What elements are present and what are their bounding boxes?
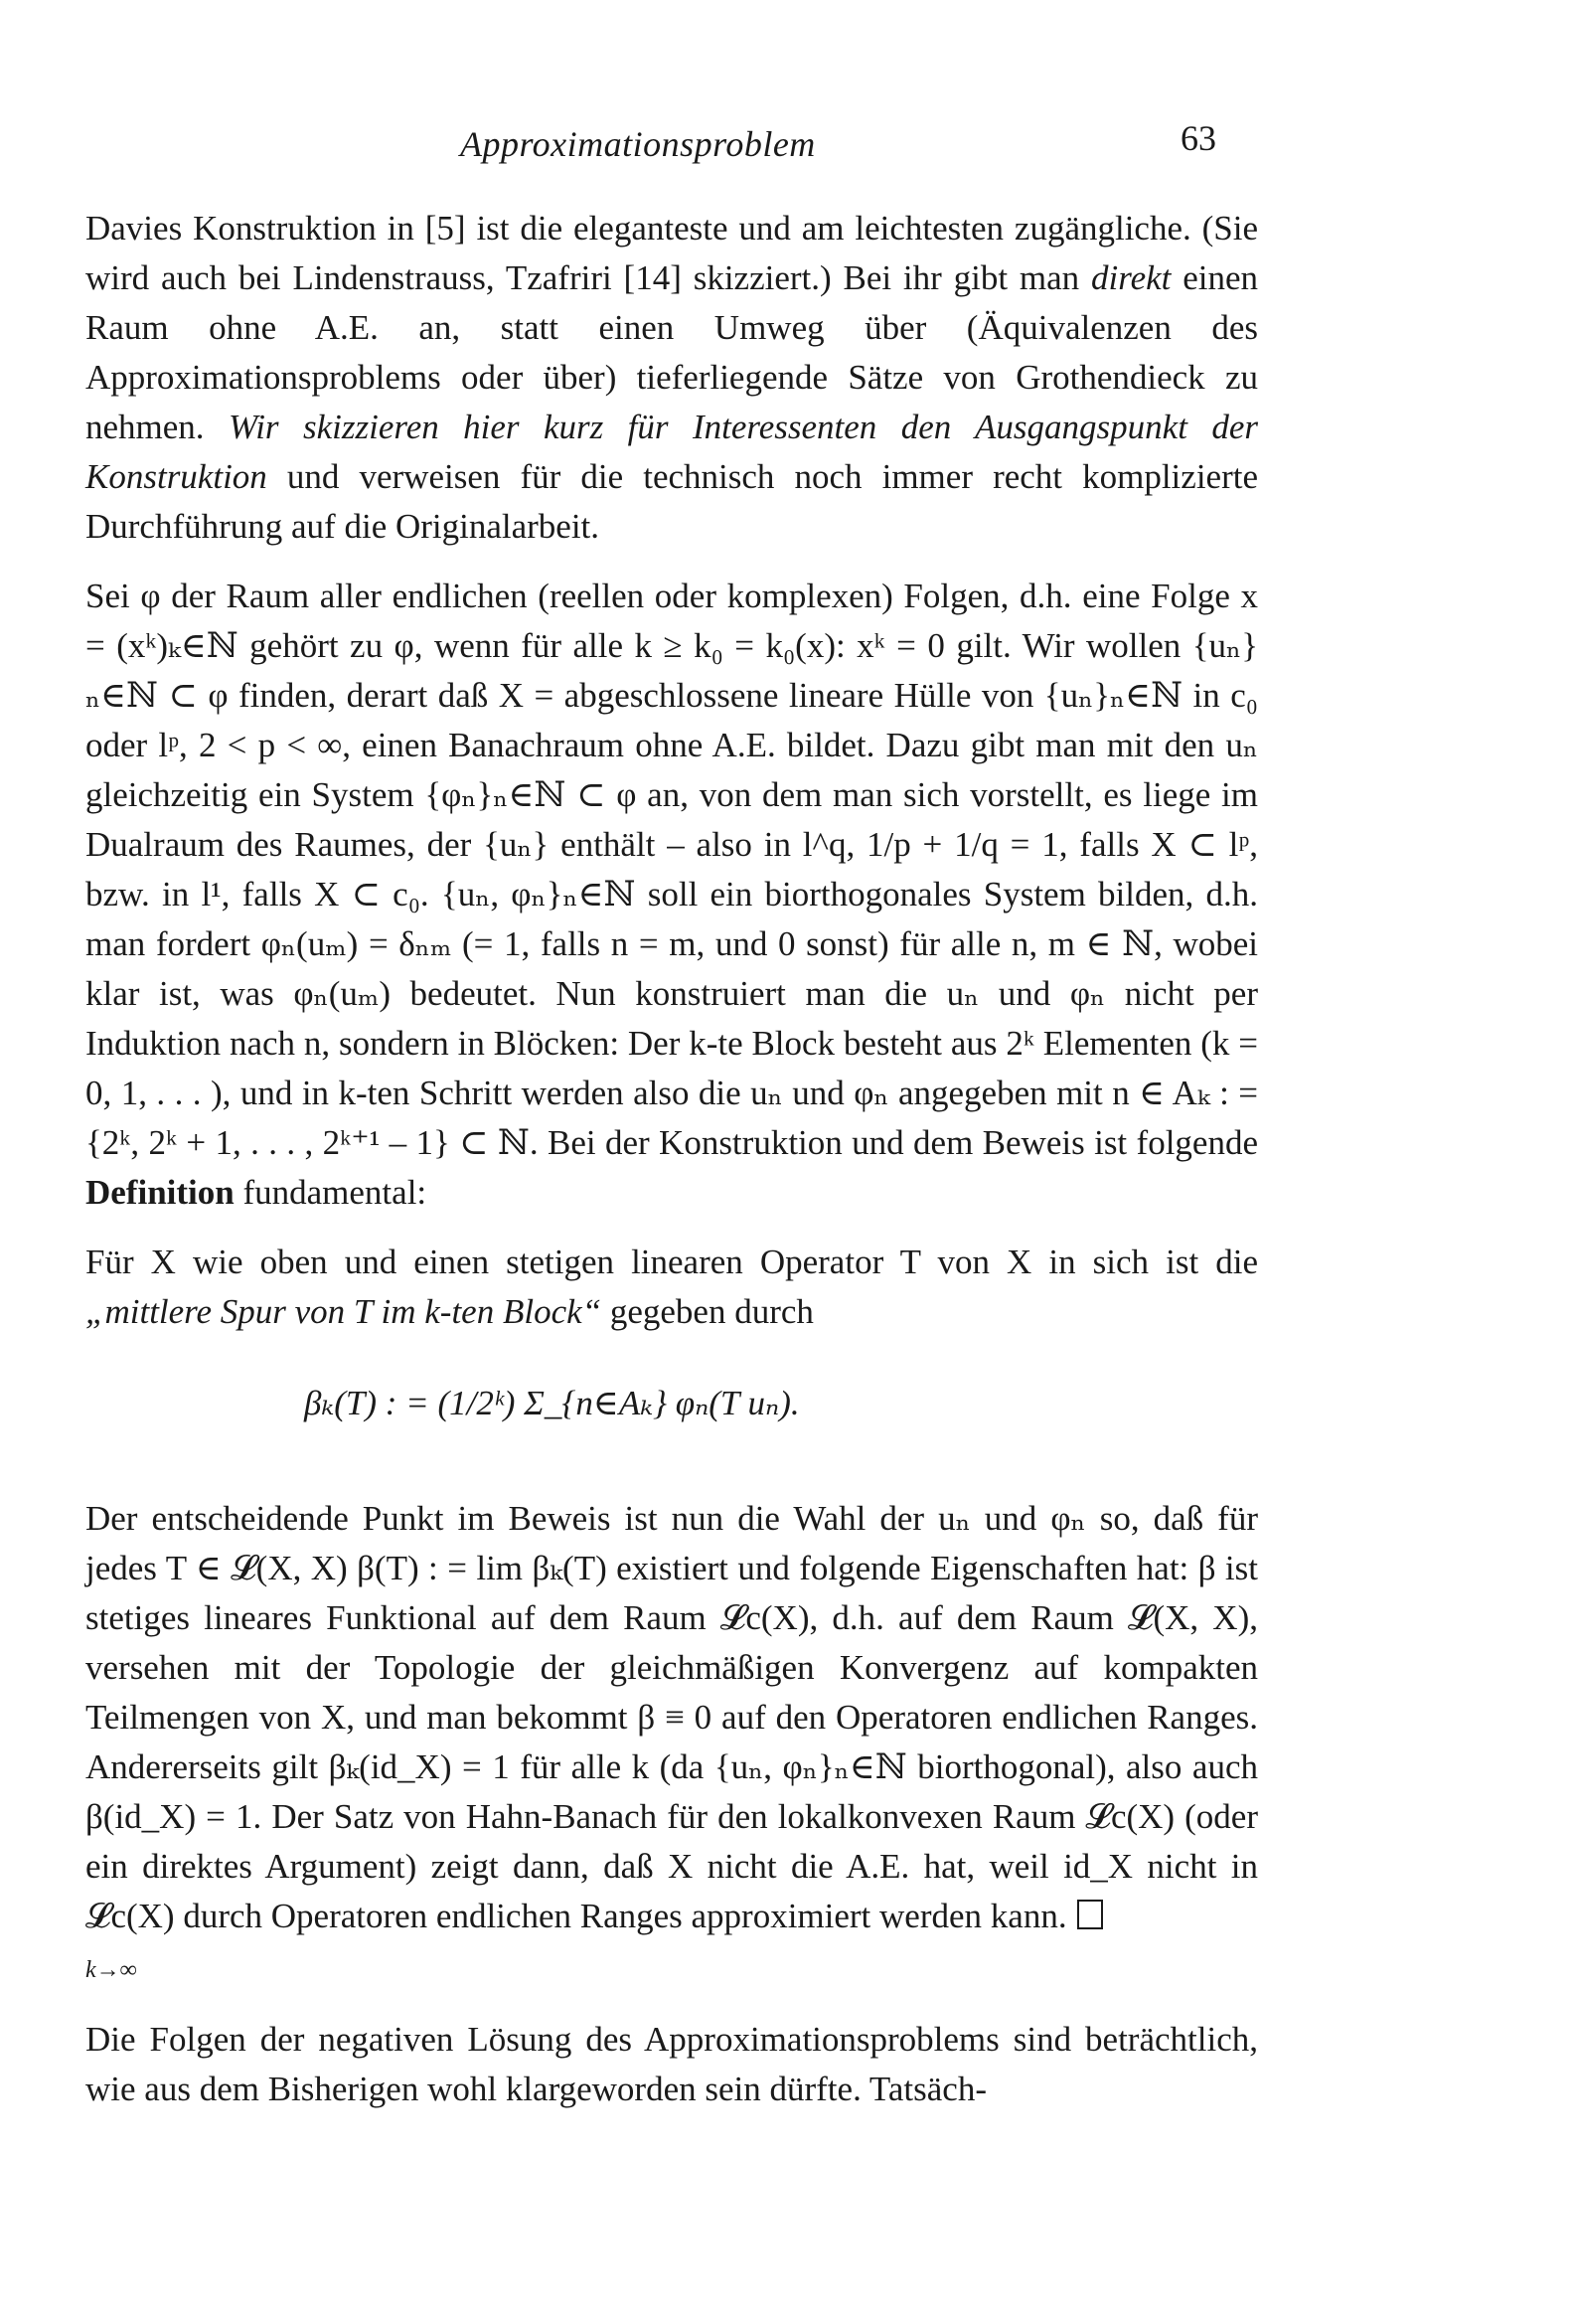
- p3-text-a: Für X wie oben und einen stetigen linearen Operator T von X in sich ist die: [85, 1243, 1258, 1281]
- p3-italic-term: „mittlere Spur von T im k-ten Block“: [85, 1292, 602, 1331]
- p2-text: Sei φ der Raum aller endlichen (reellen oder komplexen) Folgen, d.h. eine Folge x = (xᵏ)ₖ∈ℕ gehört zu φ, wenn für alle k ≥ k₀ = k₀(x): xᵏ = 0 gilt. Wir wollen {uₙ}ₙ∈ℕ ⊂ φ finden, derart daß X = abgeschlossene lineare Hülle von {uₙ}ₙ∈ℕ in c₀ oder lᵖ, 2 < p < ∞, einen Banachraum ohne A.E. bildet. Dazu gibt man mit den uₙ gleichzeitig ein System {φₙ}ₙ∈ℕ ⊂ φ an, von dem man sich vorstellt, es liege im Dualraum des Raumes, der {uₙ} enthält – also in l^q, 1/p + 1/q = 1, falls X ⊂ lᵖ, bzw. in l¹, falls X ⊂ c₀. {uₙ, φₙ}ₙ∈ℕ soll ein biorthogonales System bilden, d.h. man fordert φₙ(uₘ) = δₙₘ (= 1, falls n = m, und 0 sonst) für alle n, m ∈ ℕ, wobei klar ist, was φₙ(uₘ) bedeutet. Nun konstruiert man die uₙ und φₙ nicht per Induktion nach n, sondern in Blöcken: Der k-te Block besteht aus 2ᵏ Elementen (k = 0, 1, . . . ), und in k-ten Schritt werden also die uₙ und φₙ angegeben mit n ∈ Aₖ : = {2ᵏ, 2ᵏ + 1, . . . , 2ᵏ⁺¹ – 1} ⊂ ℕ. Bei der Konstruktion und dem Beweis ist folgende: [85, 577, 1258, 1162]
- p1-italic-direkt: direkt: [1091, 258, 1172, 297]
- paragraph-3: [85, 1238, 1258, 1337]
- lim-subscript: k→∞: [85, 1957, 137, 1983]
- p1-text-a: Davies Konstruktion in [5] ist die eleganteste und am leichtesten zugängliche. (Sie wird auch bei Lindenstrauss, Tzafriri [14] skizziert.) Bei ihr gibt man: [85, 209, 1258, 297]
- running-title: Approximationsproblem: [460, 124, 816, 164]
- p5-text: Die Folgen der negativen Lösung des Approximationsproblems sind beträchtlich, wie aus dem Bisherigen wohl klargeworden sein dürfte. Tatsäch-: [85, 2020, 1258, 2108]
- p1-text-c: einen Raum ohne A.E. an, statt einen Umweg über (Äquivalenzen des Approximationsproblems oder über) tieferliegende Sätze von Grothendieck zu nehmen.: [85, 258, 1259, 446]
- page-number: 63: [1181, 118, 1216, 158]
- paragraph-2: [85, 572, 1258, 1218]
- paragraph-4: [85, 1494, 1258, 1995]
- paragraph-5: [85, 2015, 1258, 2114]
- running-head: [0, 117, 1577, 177]
- p2-tail: fundamental:: [234, 1173, 427, 1212]
- p4-text: Der entscheidende Punkt im Beweis ist nun die Wahl der uₙ und φₙ so, daß für jedes T ∈ 𝓛(X, X) β(T) : = lim βₖ(T) existiert und folgende Eigenschaften hat: β ist stetiges lineares Funktional auf dem Raum 𝓛c(X), d.h. auf dem Raum 𝓛(X, X), versehen mit der Topologie der gleichmäßigen Konvergenz auf kompakten Teilmengen von X, und man bekommt β ≡ 0 auf den Operatoren endlichen Ranges. Andererseits gilt βₖ(id_X) = 1 für alle k (da {uₙ, φₙ}ₙ∈ℕ biorthogonal), also auch β(id_X) = 1. Der Satz von Hahn-Banach für den lokalkonvexen Raum 𝓛c(X) (oder ein direktes Argument) zeigt dann, daß X nicht die A.E. hat, weil id_X nicht in 𝓛c(X) durch Operatoren endlichen Ranges approximiert werden kann.: [85, 1499, 1258, 1935]
- display-formula: [85, 1357, 1258, 1466]
- formula-beta-k: βₖ(T) : = (1/2ᵏ) Σ_{n∈Aₖ} φₙ(T uₙ).: [304, 1384, 800, 1422]
- p3-text-c: gegeben durch: [601, 1292, 814, 1331]
- p1-text-e: und verweisen für die technisch noch immer recht komplizierte Durchführung auf die Originalarbeit.: [85, 457, 1258, 546]
- qed-square-icon: [1077, 1900, 1103, 1929]
- p2-bold-definition: Definition: [85, 1173, 235, 1212]
- p1-italic-sentence: Wir skizzieren hier kurz für Interessenten den Ausgangspunkt der Konstruktion: [85, 408, 1259, 496]
- paragraph-1: [85, 204, 1258, 552]
- body-text: [85, 204, 1258, 2134]
